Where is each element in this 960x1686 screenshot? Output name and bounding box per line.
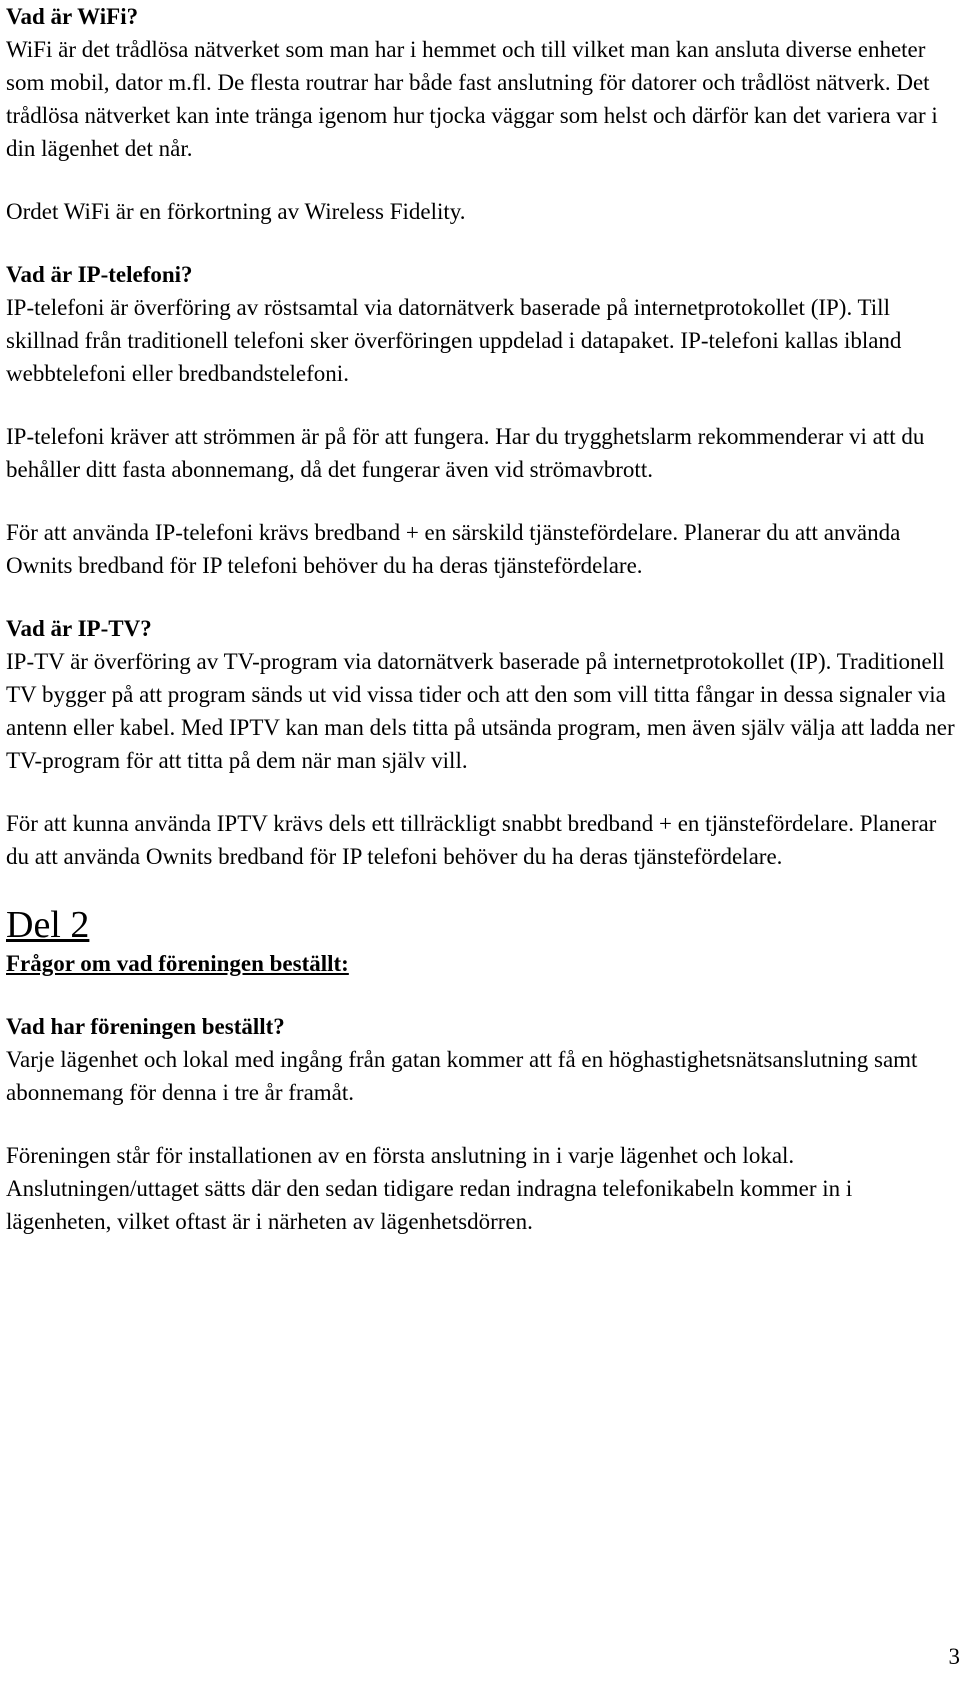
wifi-heading: Vad är WiFi? xyxy=(6,4,139,29)
page-number: 3 xyxy=(948,1644,960,1669)
ip-tv-paragraph-2: För att kunna använda IPTV krävs dels ett tillräckligt snabbt bredband + en tjänstefördelare. Planerar du att använda Ownits bredband för IP telefoni behöver du ha deras tjänstefördelare. xyxy=(6,811,937,869)
del2-title: Del 2 xyxy=(6,904,90,946)
wifi-paragraph-2: Ordet WiFi är en förkortning av Wireless Fidelity. xyxy=(6,199,466,224)
del2-heading: Vad har föreningen beställt? xyxy=(6,1014,285,1039)
del2-subtitle: Frågor om vad föreningen beställt: xyxy=(6,951,349,976)
del2-paragraph-1: Varje lägenhet och lokal med ingång från gatan kommer att få en höghastighetsnätsanslutning samt abonnemang för denna i tre år framåt. xyxy=(6,1047,918,1105)
ip-telefoni-heading: Vad är IP-telefoni? xyxy=(6,262,193,287)
ip-telefoni-paragraph-3: För att använda IP-telefoni krävs bredband + en särskild tjänstefördelare. Planerar du att använda Ownits bredband för IP telefoni behöver du ha deras tjänstefördelare. xyxy=(6,520,901,578)
wifi-paragraph-1: WiFi är det trådlösa nätverket som man har i hemmet och till vilket man kan ansluta diverse enheter som mobil, dator m.fl. De flesta routrar har både fast anslutning för datorer och trådlöst nätverk. Det trådlösa nätverket kan inte tränga igenom hur tjocka väggar som helst och därför kan det variera var i din lägenhet det når. xyxy=(6,37,938,161)
document-page xyxy=(6,0,956,1238)
ip-telefoni-paragraph-2: IP-telefoni kräver att strömmen är på för att fungera. Har du trygghetslarm rekommenderar vi att du behåller ditt fasta abonnemang, då det fungerar även vid strömavbrott. xyxy=(6,424,925,482)
ip-tv-heading: Vad är IP-TV? xyxy=(6,616,152,641)
ip-telefoni-paragraph-1: IP-telefoni är överföring av röstsamtal via datornätverk baserade på internetprotokollet (IP). Till skillnad från traditionell telefoni sker överföringen uppdelad i datapaket. IP-telefoni kallas ibland webbtelefoni eller bredbandstelefoni. xyxy=(6,295,902,386)
del2-paragraph-2: Föreningen står för installationen av en första anslutning in i varje lägenhet och lokal. Anslutningen/uttaget sätts där den sedan tidigare redan indragna telefonikabeln kommer in i lägenheten, vilket oftast är i närheten av lägenhetsdörren. xyxy=(6,1143,853,1234)
ip-tv-paragraph-1: IP-TV är överföring av TV-program via datornätverk baserade på internetprotokollet (IP). Traditionell TV bygger på att program sänds ut vid vissa tider och att den som vill titta fångar in dessa signaler via antenn eller kabel. Med IPTV kan man dels titta på utsända program, men även själv välja att ladda ner TV-program för att titta på dem när man själv vill. xyxy=(6,649,955,773)
